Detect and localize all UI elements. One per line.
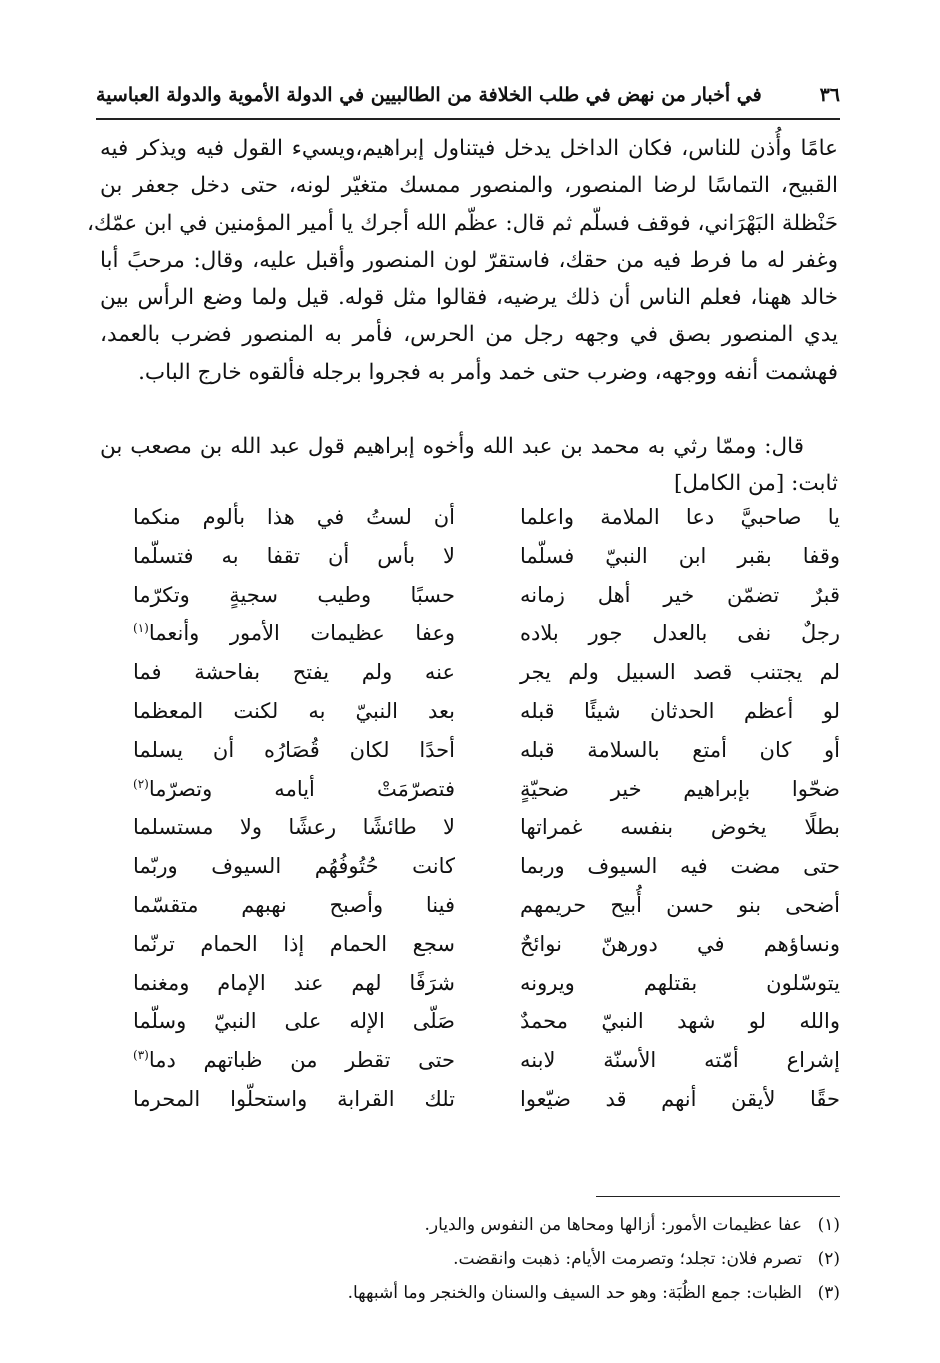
verse-second-hemistich [133, 925, 455, 964]
running-title: في أخبار من نهض في طلب الخلافة من الطالبيين في الدولة الأموية والدولة العباسية [96, 84, 762, 106]
verse-first-hemistich: لم يجتنب قصد السبيل ولم يجر [520, 660, 840, 685]
verse-second-hemistich [133, 731, 455, 770]
hemistich-text: شرَفًا لهم عند الإمام ومغنما [133, 970, 455, 995]
verse-first-hemistich: بطلًا يخوض بنفسه غمراتها [520, 815, 840, 840]
verse-first-hemistich: وقفا بقبر ابن النبيّ فسلّما [520, 543, 840, 568]
footnote-number: (٣) [817, 1283, 840, 1303]
footnote [348, 1276, 840, 1310]
hemistich-text: سجع الحمام إذا الحمام ترنّما [133, 931, 455, 956]
verse-second-hemistich [133, 537, 455, 576]
hemistich-text: بعد النبيّ به لكنت المعظما [133, 698, 455, 723]
prose-line: فهشمت أنفه ووجهه، وضرب حتى خمد وأمر به فجروا برجله فألقوه خارج الباب. [138, 359, 838, 385]
verse [130, 925, 840, 964]
footnote [348, 1242, 840, 1276]
page-number: ٣٦ [819, 84, 840, 106]
hemistich-text: حتى تقطر من ظباتهم دما [148, 1048, 455, 1073]
prose-line: عامًا وأُذن للناس، فكان الداخل يدخل فيتناول إبراهيم،ويسيء القول فيه ويذكر فيه [100, 136, 838, 161]
hemistich-text: أحدًا لكان قُصَارُه أن يسلما [133, 737, 455, 762]
verse-first-hemistich: قبرٌ تضمّن خير أهل زمانه [520, 582, 840, 607]
hemistich-text: وعفا عظيمات الأمور وأنعما [148, 621, 455, 646]
verse-second-hemistich [133, 576, 455, 615]
hemistich-text: فينا وأصبح نهبهم متقسّما [133, 892, 455, 917]
footnote-marker: (١) [133, 621, 149, 636]
footnotes [348, 1208, 840, 1310]
hemistich-text: حسبًا وطيب سجيةٍ وتكرّما [133, 582, 455, 607]
verse-second-hemistich [133, 886, 455, 925]
hemistich-text: فتصرّمَتْ أيامه وتصرّما [148, 776, 455, 801]
verse [130, 1080, 840, 1119]
verse-first-hemistich: أو كان أمتع بالسلامة قبله [520, 737, 840, 762]
intro-line: ثابت: [من الكامل] [674, 471, 838, 497]
footnote-text: عفا عظيمات الأمور: أزالها ومحاها من النفوس والديار. [424, 1215, 802, 1235]
prose-line: وغفر له ما فرط فيه من حقك، فاستقرّ لون المنصور وأقبل عليه، وقال: مرحبً أبا [100, 247, 838, 273]
verse-second-hemistich [133, 808, 455, 847]
verse [130, 731, 840, 770]
hemistich-text: أن لستُ في هذا بألوم منكما [133, 505, 455, 529]
poem-intro [100, 428, 838, 503]
verse [130, 964, 840, 1003]
verse [130, 614, 840, 653]
verse [130, 576, 840, 615]
verse-first-hemistich: يا صاحبيَّ دعا الملامة واعلما [520, 505, 840, 529]
footnote-rule [596, 1196, 840, 1197]
header-rule [96, 118, 840, 120]
verse [130, 1002, 840, 1041]
footnote-marker: (٢) [133, 776, 149, 791]
verse-second-hemistich [133, 614, 455, 653]
verse-second-hemistich [133, 1041, 455, 1080]
verse-second-hemistich [133, 653, 455, 692]
verse [130, 808, 840, 847]
footnote-text: تصرم فلان: تجلد؛ وتصرمت الأيام: ذهبت وانقضت. [453, 1249, 802, 1269]
verse [130, 653, 840, 692]
verse-first-hemistich: أضحى بنو حسن أُبيح حريمهم [520, 892, 840, 917]
verse [130, 537, 840, 576]
verse-first-hemistich: والله لو شهد النبيّ محمدٌ [520, 1009, 840, 1034]
verse-second-hemistich [133, 964, 455, 1003]
verse-second-hemistich [133, 1080, 455, 1119]
intro-line: قال: وممّا رثي به محمد بن عبد الله وأخوه إبراهيم قول عبد الله بن مصعب بن [100, 434, 804, 459]
hemistich-text: صَلّى الإله على النبيّ وسلّما [133, 1009, 455, 1034]
verse-first-hemistich: لو أعظم الحدثان شيئًا قبله [520, 698, 840, 723]
prose-line: يدي المنصور بصق في وجهه رجل من الحرس، فأمر به المنصور فضرب بالعمد، [100, 322, 838, 348]
prose-line: القبيح، التماسًا لرضا المنصور، والمنصور ممسك متغيّر لونه، حتى دخل جعفر بن [100, 173, 838, 199]
verse-first-hemistich: ضحّوا بإبراهيم خير ضحيّةٍ [520, 776, 840, 801]
footnote-marker: (٣) [133, 1048, 149, 1063]
footnote-number: (٢) [817, 1249, 840, 1269]
verse [130, 886, 840, 925]
hemistich-text: عنه ولم يفتح بفاحشة فما [133, 660, 455, 685]
hemistich-text: لا طائشًا رعشًا ولا مستسلما [133, 815, 455, 840]
prose-paragraph [86, 130, 838, 391]
verse [130, 498, 840, 537]
verse-first-hemistich: إشراع أمّته الأسنّة لابنه [520, 1048, 840, 1073]
verse-first-hemistich: حتى مضت فيه السيوف وربما [520, 854, 840, 879]
verse-first-hemistich: يتوسّلون بقتلهم ويرونه [520, 970, 840, 995]
hemistich-text: لا بأس أن تقفا به فتسلّما [133, 543, 455, 568]
footnote-text: الظبات: جمع الظُبَة: وهو حد السيف والسنان والخنجر وما أشبهها. [347, 1283, 802, 1303]
verse [130, 1041, 840, 1080]
verse-second-hemistich [133, 1002, 455, 1041]
footnote [348, 1208, 840, 1242]
verse-second-hemistich [133, 847, 455, 886]
hemistich-text: تلك القرابة واستحلّوا المحرما [133, 1086, 455, 1111]
verse-second-hemistich [133, 692, 455, 731]
hemistich-text: كانت حُتُوفُهُم السيوف وربّما [133, 854, 455, 879]
footnote-number: (١) [817, 1215, 840, 1235]
verse-second-hemistich [133, 498, 455, 537]
verse [130, 770, 840, 809]
prose-line: خالد ههنا، فعلم الناس أن ذلك يرضيه، فقالوا مثل قوله. قيل ولما وضع الرأس بين [100, 285, 838, 311]
poem [130, 498, 840, 1119]
verse [130, 847, 840, 886]
verse [130, 692, 840, 731]
verse-first-hemistich: ونساؤهم في دورهنّ نوائحٌ [520, 931, 840, 956]
verse-first-hemistich: رجلٌ نفى بالعدل جور بلاده [520, 621, 840, 646]
verse-first-hemistich: حقًا لأيقن أنهم قد ضيّعوا [520, 1086, 840, 1111]
running-header [96, 84, 840, 114]
verse-second-hemistich [133, 770, 455, 809]
prose-line: حَنْظلة البَهْرَاني، فوقف فسلّم ثم قال: عظّم الله أجرك يا أمير المؤمنين في ابن عمّك، [86, 210, 838, 236]
